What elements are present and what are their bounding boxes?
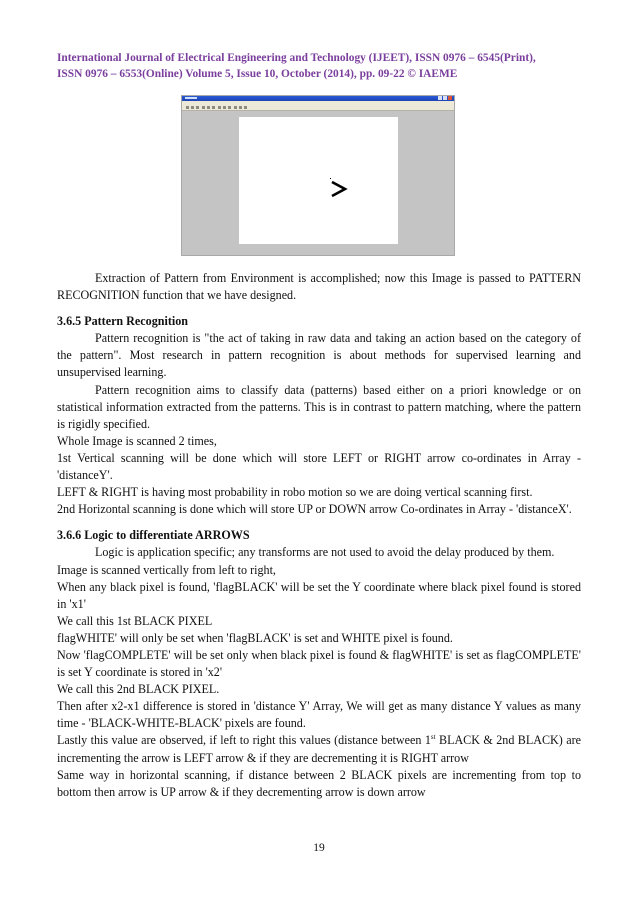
- section-3-6-5-line-1: Whole Image is scanned 2 times,: [57, 433, 217, 448]
- line-8-superscript: st: [430, 733, 436, 742]
- section-3-6-6-line-7: Then after x2-x1 difference is stored in 'distance Y' Array, We will get as many distance Y values as many time - 'BLACK-WHITE-BLACK' pixels are found.: [57, 699, 581, 731]
- section-3-6-6-line-4: flagWHITE' will only be set when 'flagBLACK' is set and WHITE pixel is found.: [57, 630, 453, 645]
- section-3-6-5-heading: 3.6.5 Pattern Recognition: [57, 314, 188, 329]
- section-3-6-6-line-9: Same way in horizontal scanning, if distance between 2 BLACK pixels are incrementing from top to bottom then arrow is UP arrow & if they decrementing arrow is down arrow: [57, 767, 581, 799]
- section-3-6-6-line-3: We call this 1st BLACK PIXEL: [57, 613, 213, 628]
- journal-header-line1: International Journal of Electrical Engineering and Technology (IJEET), ISSN 0976 – 6545(Print),: [57, 52, 536, 64]
- article-body: [57, 270, 581, 801]
- right-arrow-icon: [329, 179, 349, 199]
- section-3-6-5-line-3: LEFT & RIGHT is having most probability in robo motion so we are doing vertical scanning first.: [57, 485, 533, 500]
- line-8-part-a: Lastly this value are observed, if left to right this values (distance between 1: [57, 733, 431, 748]
- maximize-icon: [443, 96, 447, 100]
- section-3-6-6-line-2: When any black pixel is found, 'flagBLACK' will be set the Y coordinate where black pixel found is stored in 'x1': [57, 579, 581, 611]
- journal-header-line2: ISSN 0976 – 6553(Online) Volume 5, Issue 10, October (2014), pp. 09-22 © IAEME: [57, 68, 458, 80]
- minimize-icon: [438, 96, 442, 100]
- line-8-part-b: BLACK & 2nd BLACK) are incrementing the arrow is LEFT arrow & if they are decrementing it is RIGHT arrow: [57, 733, 581, 765]
- section-3-6-6-line-5: Now 'flagCOMPLETE' will be set only when black pixel is found & flagWHITE' is set as flagCOMPLETE' is set Y coordinate is stored in 'x2': [57, 647, 581, 680]
- screenshot-figure: [181, 95, 455, 256]
- section-3-6-6-paragraph-1: Logic is application specific; any transforms are not used to avoid the delay produced by them.: [95, 545, 555, 560]
- section-3-6-6-line-6: We call this 2nd BLACK PIXEL.: [57, 682, 220, 697]
- section-3-6-5-paragraph-1: Pattern recognition is "the act of taking in raw data and taking an action based on the category of the pattern". Most research in pattern recognition is about methods for supervised learning and unsupervised learning.: [57, 331, 581, 380]
- page-number: 19: [313, 842, 325, 854]
- intro-paragraph: Extraction of Pattern from Environment is accomplished; now this Image is passed to PATTERN RECOGNITION function that we have designed.: [57, 271, 581, 303]
- figure-canvas: [239, 117, 398, 244]
- section-3-6-6-line-1: Image is scanned vertically from left to right,: [57, 562, 276, 577]
- figure-window-title: [185, 97, 197, 99]
- close-icon: [448, 96, 452, 100]
- section-3-6-6-heading: 3.6.6 Logic to differentiate ARROWS: [57, 528, 250, 543]
- journal-header: [57, 50, 587, 82]
- figure-window-toolbar: [182, 105, 454, 111]
- section-3-6-6-line-8: [57, 732, 581, 766]
- section-3-6-5-line-2: 1st Vertical scanning will be done which will store LEFT or RIGHT arrow co-ordinates in Array - 'distanceY'.: [57, 450, 581, 483]
- section-3-6-5-line-4: 2nd Horizontal scanning is done which will store UP or DOWN arrow Co-ordinates in Array - 'distanceX'.: [57, 502, 572, 517]
- section-3-6-5-paragraph-2: Pattern recognition aims to classify data (patterns) based either on a priori knowledge or on statistical information extracted from the patterns. This is in contrast to pattern matching, where the pattern is rigidly specified.: [57, 382, 581, 431]
